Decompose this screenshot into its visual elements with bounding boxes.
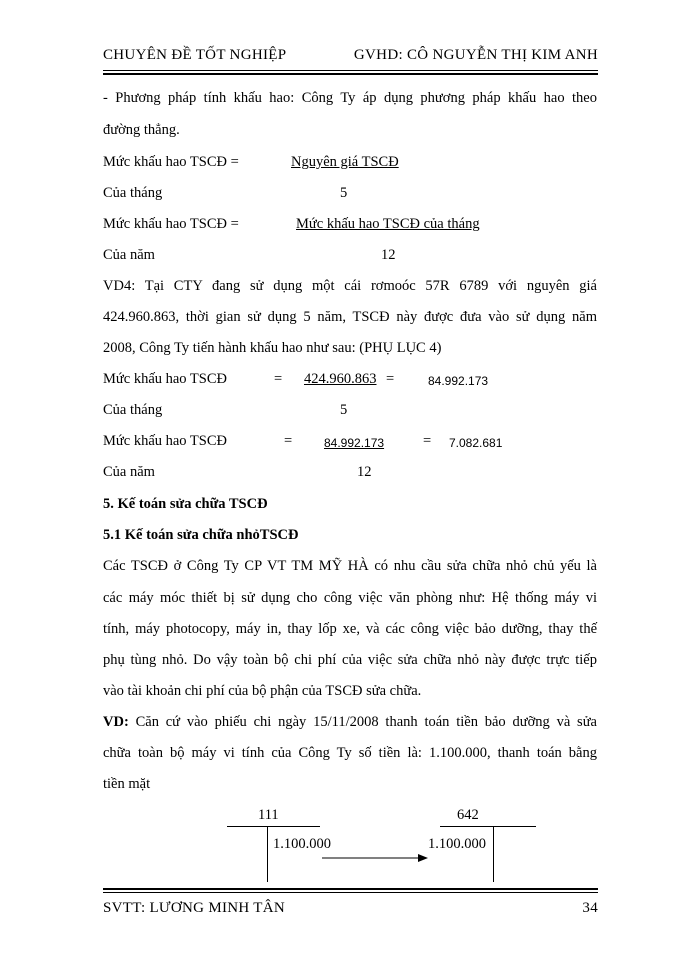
t-account-left-stem bbox=[267, 826, 268, 882]
formula3-left: Mức khấu hao TSCĐ bbox=[103, 371, 227, 387]
vd4-line-2: 424.960.863, thời gian sử dụng 5 năm, TSCĐ này được đưa vào sử dụng năm bbox=[103, 309, 597, 325]
t-account-left-number: 111 bbox=[258, 807, 279, 823]
transfer-arrow bbox=[320, 852, 430, 864]
formula3-result: 84.992.173 bbox=[428, 374, 489, 388]
vd-label: VD: bbox=[103, 714, 129, 730]
formula4-equals-2: = bbox=[423, 433, 432, 449]
formula4-result: 7.082.681 bbox=[449, 436, 503, 450]
header-left: CHUYÊN ĐỀ TỐT NGHIỆP bbox=[103, 47, 287, 63]
footer-author: SVTT: LƯƠNG MINH TÂN bbox=[103, 900, 286, 916]
page-number: 34 bbox=[582, 900, 598, 916]
formula3-numerator: 424.960.863 bbox=[304, 371, 377, 387]
section-5-1-heading: 5.1 Kế toán sửa chữa nhỏTSCĐ bbox=[103, 527, 299, 543]
section-5-heading: 5. Kế toán sửa chữa TSCĐ bbox=[103, 496, 268, 512]
formula3-denominator: 5 bbox=[340, 402, 348, 418]
vd-line-1: Căn cứ vào phiếu chi ngày 15/11/2008 thanh toán tiền bảo dưỡng và sửa bbox=[128, 714, 597, 730]
formula1-sub: Của tháng bbox=[103, 185, 163, 201]
formula4-numerator: 84.992.173 bbox=[324, 436, 385, 450]
t-account-left-top-rule bbox=[227, 826, 320, 827]
formula1-denominator: 5 bbox=[340, 185, 348, 201]
header-rule bbox=[103, 70, 598, 71]
formula1-left: Mức khấu hao TSCĐ = bbox=[103, 154, 239, 170]
header-rule-thick bbox=[103, 73, 598, 75]
formula2-numerator: Mức khấu hao TSCĐ của tháng bbox=[296, 216, 480, 232]
formula2-sub: Của năm bbox=[103, 247, 155, 263]
vd4-line-1: VD4: Tại CTY đang sử dụng một cái rơmoóc 57R 6789 với nguyên giá bbox=[103, 278, 597, 294]
formula1-numerator: Nguyên giá TSCĐ bbox=[291, 154, 399, 170]
para-line-3: tính, máy photocopy, máy in, thay lốp xe, và các công việc bảo dưỡng, thay thế bbox=[103, 621, 597, 637]
formula4-denominator: 12 bbox=[357, 464, 372, 480]
formula2-denominator: 12 bbox=[381, 247, 396, 263]
vd-line-1-row bbox=[103, 714, 597, 731]
vd-line-2: chữa toàn bộ máy vi tính của Công Ty số tiền là: 1.100.000, thanh toán bằng bbox=[103, 745, 597, 761]
footer-rule bbox=[103, 892, 598, 893]
para-line-5: vào tài khoản chi phí của bộ phận của TSCĐ sửa chữa. bbox=[103, 683, 422, 699]
formula3-equals-2: = bbox=[386, 371, 395, 387]
t-account-right-number: 642 bbox=[457, 807, 479, 823]
method-line-1: - Phương pháp tính khấu hao: Công Ty áp dụng phương pháp khấu hao theo bbox=[103, 90, 597, 106]
vd-line-3: tiền mặt bbox=[103, 776, 151, 792]
formula4-left: Mức khấu hao TSCĐ bbox=[103, 433, 227, 449]
method-line-2: đường thẳng. bbox=[103, 122, 180, 138]
formula4-equals: = bbox=[284, 433, 293, 449]
vd4-line-3: 2008, Công Ty tiến hành khấu hao như sau: (PHỤ LỤC 4) bbox=[103, 340, 442, 356]
footer-rule-thick bbox=[103, 888, 598, 890]
para-line-4: phụ tùng nhỏ. Do vậy toàn bộ chi phí của việc sửa chữa nhỏ này được trực tiếp bbox=[103, 652, 597, 668]
formula3-equals: = bbox=[274, 371, 283, 387]
t-account-left-amount: 1.100.000 bbox=[273, 836, 331, 852]
formula2-left: Mức khấu hao TSCĐ = bbox=[103, 216, 239, 232]
para-line-1: Các TSCĐ ở Công Ty CP VT TM MỸ HÀ có nhu cầu sửa chữa nhỏ chủ yếu là bbox=[103, 558, 597, 574]
t-account-right-stem bbox=[493, 826, 494, 882]
t-account-right-amount: 1.100.000 bbox=[428, 836, 486, 852]
t-account-right-top-rule bbox=[440, 826, 536, 827]
formula3-sub: Của tháng bbox=[103, 402, 163, 418]
para-line-2: các máy móc thiết bị sử dụng cho công việc văn phòng như: Hệ thống máy vi bbox=[103, 590, 597, 606]
header-right: GVHD: CÔ NGUYỄN THỊ KIM ANH bbox=[353, 47, 598, 63]
formula4-sub: Của năm bbox=[103, 464, 155, 480]
